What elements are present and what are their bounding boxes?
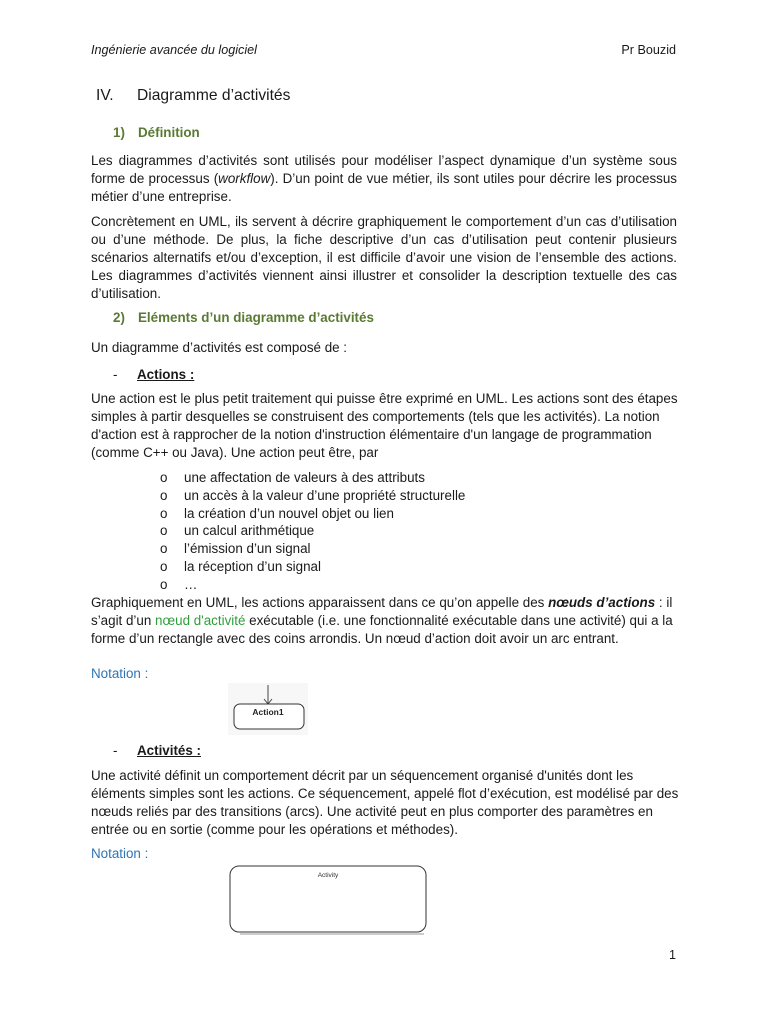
actions-label: Actions :: [137, 367, 195, 382]
bullet-marker: o: [160, 505, 168, 521]
list-item-text: la création d’un nouvel objet ou lien: [184, 505, 394, 521]
bullet-marker: o: [160, 541, 168, 557]
subheading-definition: [113, 125, 200, 140]
activites-item: [113, 743, 201, 758]
composed-of-text: Un diagramme d’activités est composé de :: [91, 340, 348, 355]
page-number: 1: [668, 948, 676, 962]
subheading-number: 1): [113, 125, 125, 140]
list-item: [160, 576, 465, 594]
section-number: IV.: [96, 87, 114, 104]
subheading-title: Définition: [138, 125, 200, 140]
list-item-text: l’émission d’un signal: [184, 541, 311, 557]
section-title: Diagramme d’activités: [137, 87, 291, 104]
bullet-marker: o: [160, 487, 168, 503]
actions-graphic-paragraph: [91, 594, 683, 648]
definition-paragraph-1: [91, 152, 677, 206]
action-node-figure: [228, 683, 308, 735]
actions-paragraph: Une action est le plus petit traitement qui puisse être exprimé en UML. Les actions sont des étapes simples à partir desquelles se construisent des comportements (tels que les activités). La notion d'action est à rapprocher de la notion d'instruction élémentaire d'un langage de programmation (comme C++ ou Java). Une action peut être, par: [91, 391, 678, 460]
activites-label: Activités :: [137, 743, 201, 758]
text-run: Graphiquement en UML, les actions apparaissent dans ce qu’on appelle des: [91, 595, 549, 610]
section-heading: [96, 87, 290, 105]
text-run: : il s’agit d’un: [91, 595, 673, 628]
activites-notation-label: Notation :: [91, 846, 149, 861]
action-node-label: Action1: [252, 707, 284, 717]
list-item: [160, 540, 465, 558]
header-course-title: Ingénierie avancée du logiciel: [91, 43, 257, 57]
dash-marker: -: [113, 367, 118, 382]
highlight-activity-node: nœud d'activité: [155, 613, 246, 628]
header-author: Pr Bouzid: [621, 43, 676, 57]
list-item: [160, 522, 465, 540]
bullet-marker: o: [160, 470, 168, 485]
definition-paragraph-2: Concrètement en UML, ils servent à décrire graphiquement le comportement d’un cas d’utilisation ou d’une méthode. De plus, la fiche descriptive d’un cas d’utilisation peut contenir plusieurs scénarios alternatifs et/ou d’exception, il est difficile d’avoir une vision de l’ensemble des actions. Les diagrammes d’activités viennent ainsi illustrer et consolider la description textuelle des cas d’utilisation.: [91, 214, 677, 301]
list-item: [160, 505, 465, 523]
actions-notation-label: Notation :: [91, 666, 149, 681]
list-item-text: une affectation de valeurs à des attributs: [184, 470, 425, 485]
subheading-title: Eléments d’un diagramme d’activités: [138, 310, 374, 325]
bullet-marker: o: [160, 576, 168, 592]
subheading-number: 2): [113, 310, 125, 325]
activity-figure: [228, 864, 428, 936]
text-run: ). D’un point de vue métier, ils sont utiles pour décrire les processus métier d’une entreprise.: [91, 171, 677, 204]
action-examples-list: [160, 469, 465, 594]
activity-diagram: [228, 864, 428, 936]
text-run: exécutable (i.e. une fonctionnalité exécutable dans une activité) qui a la forme d’un rectangle avec des coins arrondis. Un nœud d’action doit avoir un arc entrant.: [91, 613, 673, 646]
text-run: Les diagrammes d’activités sont utilisés pour modéliser l’aspect dynamique d’un système sous forme de processus (: [91, 153, 677, 186]
list-item: [160, 558, 465, 576]
activites-paragraph: Une activité définit un comportement décrit par un séquencement organisé d'unités dont les éléments simples sont les actions. Ce séquencement, appelé flot d’exécution, est modélisé par des nœuds reliés par des transitions (arcs). Une activité peut en plus comporter des paramètres en entrée ou en sortie (comme pour les opérations et méthodes).: [91, 768, 679, 837]
bullet-marker: o: [160, 558, 168, 574]
list-item: [160, 487, 465, 505]
activity-label: Activity: [317, 872, 339, 879]
action-node-diagram: [228, 683, 308, 735]
dash-marker: -: [113, 743, 118, 758]
subheading-elements: [113, 310, 374, 325]
bullet-marker: o: [160, 523, 168, 539]
list-item-text: un accès à la valeur d’une propriété structurelle: [184, 487, 466, 503]
emphasis-workflow: workflow: [218, 171, 271, 186]
list-item-text: la réception d’un signal: [184, 558, 321, 574]
actions-item: [113, 367, 194, 382]
list-item: [160, 469, 465, 487]
emphasis-action-nodes: nœuds d’actions: [548, 595, 656, 610]
list-item-text: …: [184, 576, 198, 592]
list-item-text: un calcul arithmétique: [184, 523, 315, 539]
